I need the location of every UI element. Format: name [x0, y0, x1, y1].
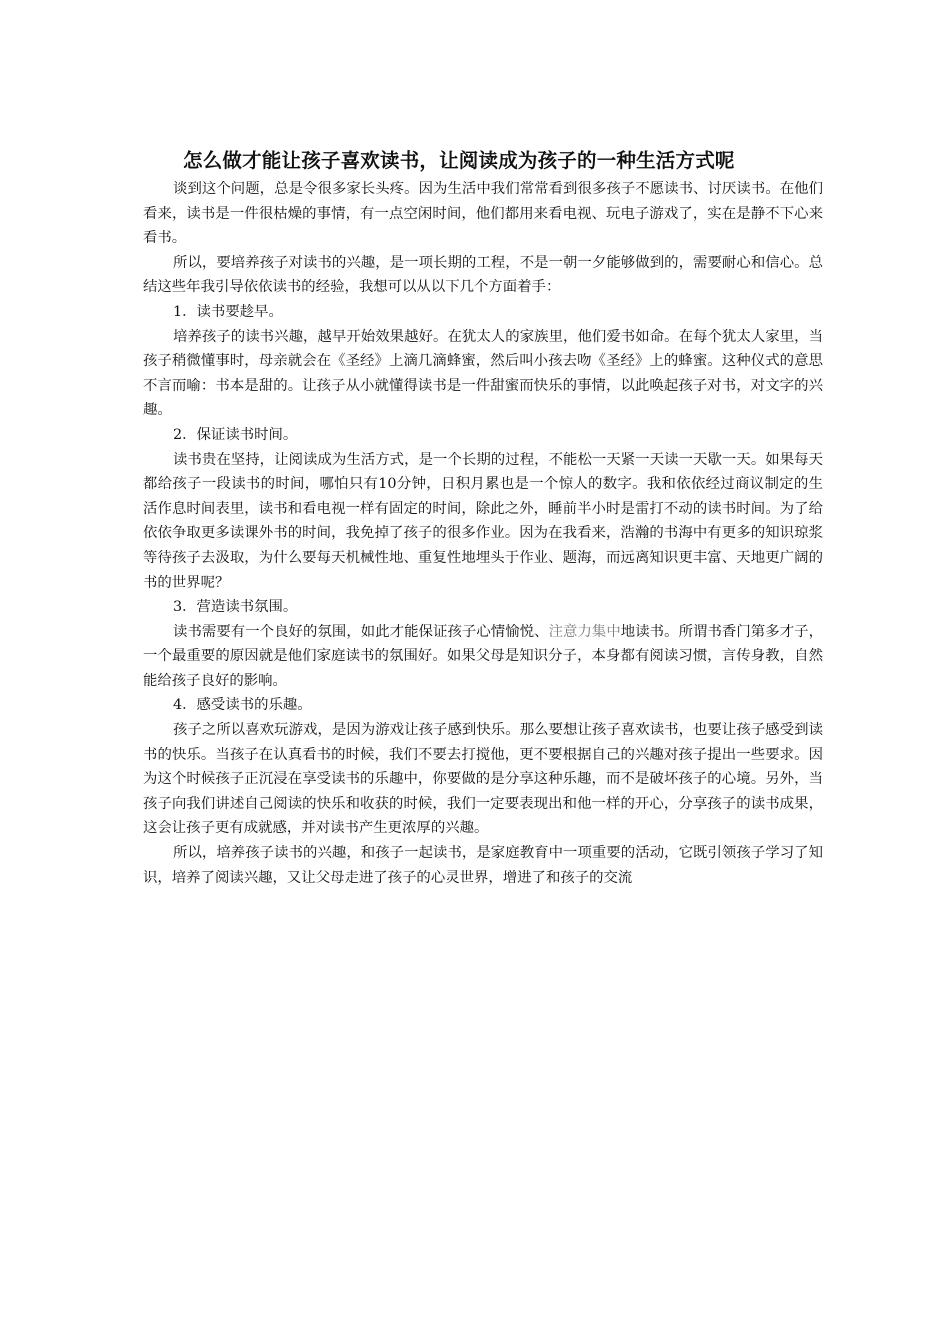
- section-heading-2: 2．保证读书时间。: [173, 426, 298, 443]
- paragraph-section-3: [143, 620, 823, 694]
- section-heading-3: 3．营造读书氛围。: [173, 599, 298, 616]
- article-body: [143, 147, 823, 890]
- paragraph-conclusion: 所以，培养孩子读书的兴趣，和孩子一起读书，是家庭教育中一项重要的活动，它既引领孩子学习了知识，培养了阅读兴趣，又让父母走进了孩子的心灵世界，增进了和孩子的交流: [143, 845, 823, 886]
- attention-link[interactable]: 注意力集中: [548, 623, 621, 640]
- section-heading-4: 4．感受读书的乐趣。: [173, 697, 312, 714]
- article-title: 怎么做才能让孩子喜欢读书，让阅读成为孩子的一种生活方式呢: [183, 149, 735, 172]
- paragraph-section-4: 孩子之所以喜欢玩游戏，是因为游戏让孩子感到快乐。那么要想让孩子喜欢读书，也要让孩子感受到读书的快乐。当孩子在认真看书的时候，我们不要去打搅他，更不要根据自己的兴趣对孩子提出一些要求。因为这个时候孩子正沉浸在享受读书的乐趣中，你要做的是分享这种乐趣，而不是破坏孩子的心境。另外，当孩子向我们讲述自己阅读的快乐和收获的时候，我们一定要表现出和他一样的开心，分享孩子的读书成果，这会让孩子更有成就感，并对读书产生更浓厚的兴趣。: [143, 722, 823, 837]
- paragraph-section-3-text-a: 读书需要有一个良好的氛围，如此才能保证孩子心情愉悦、: [173, 623, 549, 640]
- paragraph-section-1: 培养孩子的读书兴趣，越早开始效果越好。在犹太人的家族里，他们爱书如命。在每个犹太人家里，当孩子稍微懂事时，母亲就会在《圣经》上滴几滴蜂蜜，然后叫小孩去吻《圣经》上的蜂蜜。这种仪式的意思不言而喻：书本是甜的。让孩子从小就懂得读书是一件甜蜜而快乐的事情，以此唤起孩子对书，对文字的兴趣。: [143, 328, 823, 419]
- paragraph-section-2: 读书贵在坚持，让阅读成为生活方式，是一个长期的过程，不能松一天紧一天读一天歇一天。如果每天都给孩子一段读书的时间，哪怕只有10分钟，日积月累也是一个惊人的数字。我和依依经过商议制定的生活作息时间表里，读书和看电视一样有固定的时间，除此之外，睡前半小时是雷打不动的读书时间。为了给依依争取更多读课外书的时间，我免掉了孩子的很多作业。因为在我看来，浩瀚的书海中有更多的知识琼浆等待孩子去汲取，为什么要每天机械性地、重复性地埋头于作业、题海，而远离知识更丰富、天地更广阔的书的世界呢？: [143, 451, 823, 591]
- paragraph-intro: 谈到这个问题，总是令很多家长头疼。因为生活中我们常常看到很多孩子不愿读书、讨厌读书。在他们看来，读书是一件很枯燥的事情，有一点空闲时间，他们都用来看电视、玩电子游戏了，实在是静不下心来看书。: [143, 181, 823, 247]
- paragraph-section-3-text-b: 地读书。所谓书香门第多才子，一个最重要的原因就是他们家庭读书的氛围好。如果父母是知识分子，本身都有阅读习惯，言传身教，自然能给孩子良好的影响。: [143, 623, 823, 689]
- paragraph-overview: 所以，要培养孩子对读书的兴趣，是一项长期的工程，不是一朝一夕能够做到的，需要耐心和信心。总结这些年我引导依依读书的经验，我想可以从以下几个方面着手：: [143, 254, 823, 296]
- section-heading-1: 1．读书要趁早。: [173, 303, 283, 320]
